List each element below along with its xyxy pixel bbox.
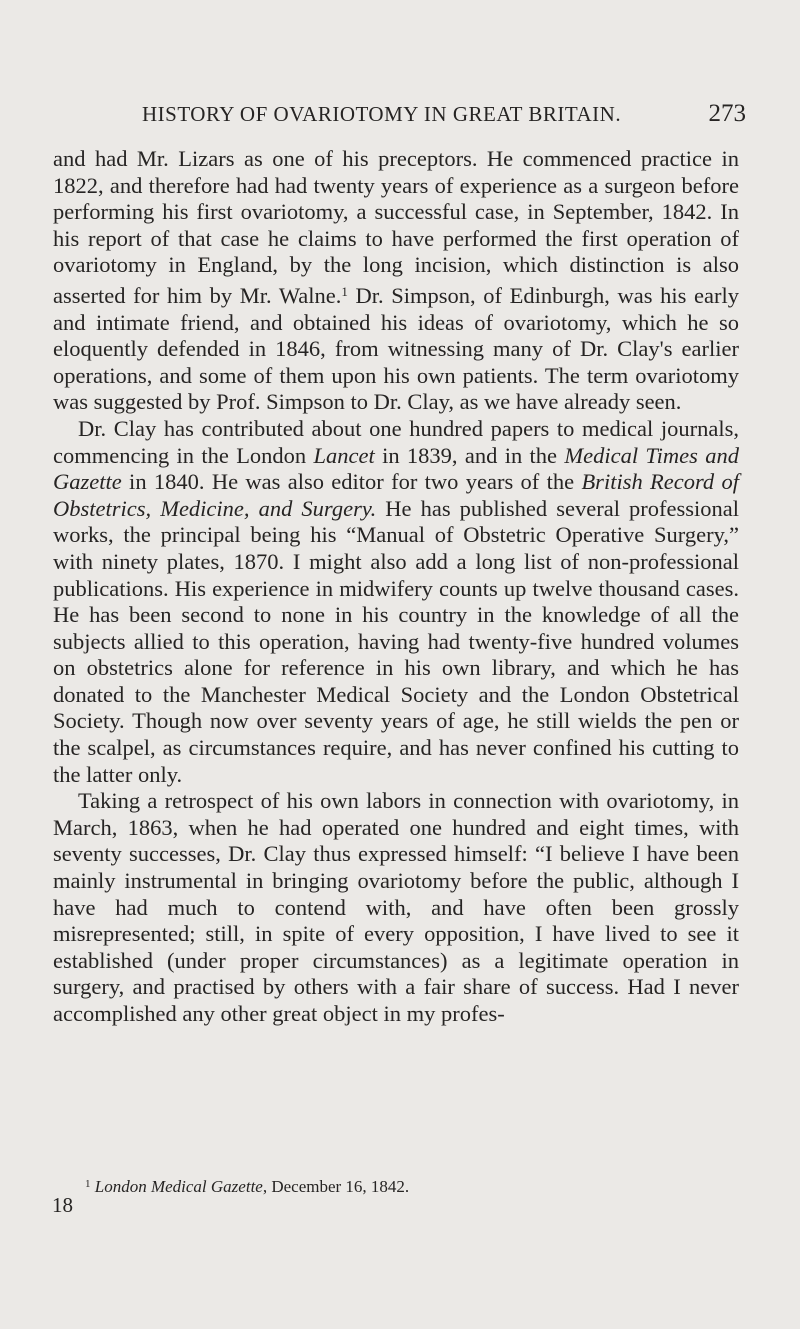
paragraph-1 — [53, 146, 739, 416]
text-run: Taking a retrospect of his own labors in connection with ovariotomy, in March, 1863, when he had operated one hundred and eight times, with seventy successes, Dr. Clay thus expressed himself: “I believe I have been mainly instrumental in bringing ovariotomy before the public, although I have had much to contend with, and have often been grossly misrepresented; still, in spite of every opposition, I have lived to see it established (under proper circumstances) as a legitimate operation in surgery, and practised by others with a fair share of success. Had I never accomplished any other great object in my profes- — [53, 788, 739, 1026]
text-run: and had Mr. Lizars as one of his preceptors. He commenced practice in 1822, and therefore had had twenty years of experience as a surgeon before performing his first ovariotomy, a successful case, in September, 1842. In his report of that case he claims to have performed the first operation of ovariotomy in England, by the long incision, which distinction is also asserted for him by Mr. Walne. — [53, 146, 739, 308]
italic-title: British Record of Obstetrics, Medicine, and Surgery. — [53, 469, 739, 521]
paragraph-3 — [53, 788, 739, 1027]
page-header — [56, 100, 746, 128]
text-run: Dr. Clay has contributed about one hundred papers to medical journals, commencing in the London — [53, 415, 739, 468]
footnote-details: , December 16, 1842. — [262, 1177, 410, 1196]
paragraph-2 — [53, 416, 739, 788]
text-run: He has published several professional works, the principal being his “Manual of Obstetric Operative Surgery,” with ninety plates, 1870. I might also add a long list of non-professional publications. His experience in midwifery counts up twelve thousand cases. He has been second to none in his country in the knowledge of all the subjects allied to this operation, having had twenty-five hundred volumes on obstetrics alone for reference in his own library, and which he has donated to the Manchester Medical Society and the London Obstetrical Society. Though now over seventy years of age, he still wields the pen or the scalpel, as circumstances require, and has never confined his cutting to the latter only. — [53, 495, 740, 787]
body-text — [53, 146, 739, 1028]
running-head: HISTORY OF OVARIOTOMY IN GREAT BRITAIN. — [142, 102, 622, 126]
footnote-mark: 1 — [85, 1178, 91, 1190]
signature-mark: 18 — [52, 1193, 73, 1217]
page-number: 273 — [708, 100, 746, 127]
footnote-ref: 1 — [341, 283, 348, 299]
text-run: in 1840. He was also editor for two years of the — [121, 469, 582, 495]
italic-title: Medical Times and Gazette — [53, 442, 740, 495]
footnote — [85, 1174, 725, 1197]
italic-title: Lancet — [313, 442, 375, 468]
footnote-source: London Medical Gazette — [94, 1177, 263, 1196]
text-run: in 1839, and in the — [374, 442, 565, 468]
text-run: Dr. Simpson, of Edinburgh, was his early and intimate friend, and obtained his ideas of ovariotomy, which he so eloquently defended in 1846, from witnessing many of Dr. Clay's earlier operations, and some of them upon his own patients. The term ovariotomy was suggested by Prof. Simpson to Dr. Clay, as we have already seen. — [53, 282, 740, 415]
